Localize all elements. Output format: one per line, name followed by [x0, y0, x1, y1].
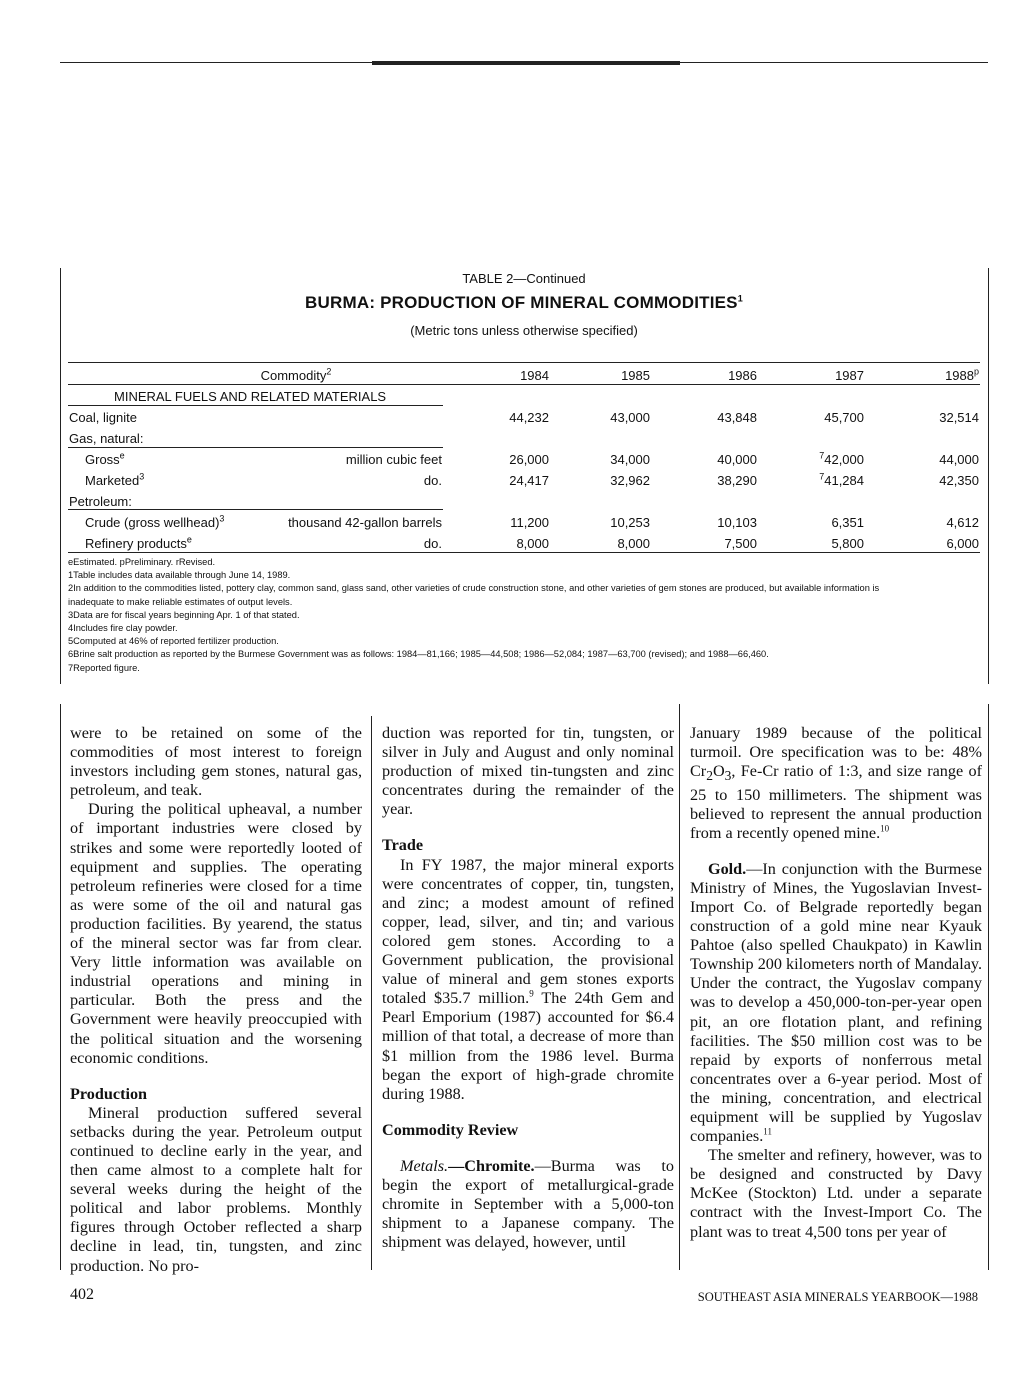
cell-value: 6,000 — [946, 536, 979, 551]
paragraph: duction was reported for tin, tungsten, or silver in July and August and only nominal production of mixed tin-tungsten and zinc concentrates during the remainder of the year. — [382, 724, 674, 819]
row-label: Gross$^e$ million cubic feet — [85, 450, 442, 467]
heading-trade: Trade — [382, 836, 424, 855]
column-rule — [371, 716, 372, 1270]
table-row — [68, 407, 980, 428]
cell-value: 10,103 — [717, 515, 757, 530]
cell-value: 10,253 — [610, 515, 650, 530]
text-column-1 — [70, 724, 362, 1276]
section-label: MINERAL FUELS AND RELATED MATERIALS — [114, 389, 387, 404]
year-header: 1988$^p$ — [945, 366, 979, 383]
paragraph: Gold.—In conjunction with the Burmese Ministry of Mines, the Yugoslavian Invest-Import Co. of Belgrade reportedly began construction of a gold mine near Kyauk Pahtoe (also spelled Chaukpato) in Kawlin Township 200 kilometers north of Mandalay. Under the contract, the Yugoslav company was to develop a 450,000-ton-per-year open pit, an ore flotation plant, and refining facilities. The $50 million cost was to be repaid by exports of nonferrous metal concentrates over a 6-year period. Most of the mining, concentration, and electrical equipment will be supplied by Yugoslav companies.$^{11}$ — [690, 859, 982, 1146]
footnote: 7Reported figure. — [68, 662, 140, 673]
cell-value: 44,000 — [939, 452, 979, 467]
running-title: SOUTHEAST ASIA MINERALS YEARBOOK—1988 — [697, 1290, 978, 1304]
paragraph: were to be retained on some of the commodities of most interest to foreign investors including gem stones, natural gas, petroleum, and teak. — [70, 724, 362, 800]
footnote-legend: eEstimated. pPreliminary. rRevised. — [68, 557, 216, 567]
cell-value: 32,962 — [610, 473, 650, 488]
cell-value: 42,350 — [939, 473, 979, 488]
heading-commodity-review: Commodity Review — [382, 1120, 519, 1139]
footnote: 6Brine salt production as reported by the Burmese Government was as follows: 1984—81,166; 1985—44,508; 1986—52,084; 1987—63,700 (revised); and 1988—66,460. — [68, 649, 769, 660]
commodity-header: Commodity$^2$ — [260, 366, 332, 383]
paragraph: Metals.—Chromite.—Burma was to begin the export of metallurgical-grade chromite in September with a 5,000-ton shipment to a Japanese company. The shipment was delayed, however, until — [382, 1156, 674, 1252]
cell-value: 24,417 — [509, 473, 549, 488]
paragraph: During the political upheaval, a number of important industries were closed by strikes and some were reportedly looted of equipment and supplies. The operating petroleum refineries were closed for a time as were some of the oil and natural gas production facilities. By yearend, the status of the mineral sector was far from clear. Very little information was available on industrial operations and mining in particular. Both the press and the Government were heavily preoccupied with the political situation and the worsening economic conditions. — [70, 800, 362, 1067]
table-row — [68, 470, 980, 491]
cell-value: $^7$42,000 — [819, 450, 864, 467]
paragraph: Mineral production suffered several setbacks during the year. Petroleum output continued to decline early in the year, and then came almost to a complete halt for several weeks during the height of the political and labor problems. Monthly figures through October reflected a sharp decline in lead, tin, tungsten, and zinc production. No pro- — [70, 1103, 362, 1275]
text-column-3 — [690, 724, 982, 1242]
year-header: 1986 — [728, 368, 757, 383]
production-table — [68, 365, 980, 554]
cell-value: 26,000 — [509, 452, 549, 467]
cell-value: 43,000 — [610, 410, 650, 425]
table-caption: TABLE 2—Continued — [462, 271, 586, 286]
cell-value: $^7$41,284 — [819, 471, 864, 488]
cell-value: 5,800 — [831, 536, 864, 551]
table-row — [68, 491, 980, 512]
cell-value: 43,848 — [717, 410, 757, 425]
cell-value: 40,000 — [717, 452, 757, 467]
paragraph: January 1989 because of the political turmoil. Ore specification was to be: 48% $Cr_2O_3$, Fe-Cr ratio of 1:3, and size range of 25 to 150 millimeters. The shipment was believed to represent the annual production from a recently opened mine.$^{10}$ — [690, 724, 982, 842]
paragraph: The smelter and refinery, however, was to be designed and constructed by Davy McKee (Stockton) Ltd. under a separate contract with the Invest-Import Co. The plant was to treat 4,500 tons per year of — [690, 1146, 982, 1241]
row-label: Coal, lignite — [69, 410, 137, 425]
cell-value: 38,290 — [717, 473, 757, 488]
row-label: Refinery products$^e$ do. — [85, 534, 442, 551]
cell-value: 6,351 — [831, 515, 864, 530]
year-header: 1987 — [835, 368, 864, 383]
footnote: 5Computed at 46% of reported fertilizer production. — [68, 636, 279, 647]
row-label: Gas, natural: — [69, 431, 144, 446]
footnote: 1Table includes data available through June 14, 1989. — [68, 570, 291, 581]
column-rule-right — [988, 704, 989, 1270]
year-header: 1985 — [621, 368, 650, 383]
paragraph: In FY 1987, the major mineral exports were concentrates of copper, tin, tungsten, and zinc; a modest amount of refined copper, lead, silver, and tin; and various colored gem stones. According to a Government publication, the provisional value of mineral and gem stones exports totaled $35.7 million.$^9$ The 24th Gem and Pearl Emporium (1987) accounted for $6.4 million of that total, a decrease of more than $1 million from the 1986 level. Burma began the export of high-grade chromite during 1988. — [382, 855, 674, 1103]
column-rule — [679, 704, 680, 1270]
row-label: Marketed$^3$ do. — [85, 471, 442, 488]
table-row — [68, 512, 980, 533]
table-top-rule — [68, 362, 980, 363]
cell-value: 11,200 — [510, 515, 549, 530]
table-subtitle: (Metric tons unless otherwise specified) — [410, 323, 638, 338]
table-row — [68, 533, 980, 554]
frame-right-rule — [988, 268, 989, 684]
footnote: 3Data are for fiscal years beginning Apr. 1 of that stated. — [68, 609, 300, 620]
cell-value: 44,232 — [509, 410, 549, 425]
row-label: Crude (gross wellhead)$^3$ thousand 42-gallon barrels — [85, 513, 442, 530]
table-header-row — [68, 365, 980, 386]
table-title: BURMA: PRODUCTION OF MINERAL COMMODITIES$^1$ — [305, 293, 743, 312]
footnote: inadequate to make reliable estimates of output levels. — [68, 596, 293, 607]
page-number: 402 — [70, 1286, 94, 1303]
row-label: Petroleum: — [69, 494, 132, 509]
footnote: 4Includes fire clay powder. — [68, 623, 178, 634]
heading-production: Production — [70, 1084, 148, 1103]
table-row — [68, 449, 980, 470]
footnote: 2In addition to the commodities listed, pottery clay, common sand, glass sand, other varieties of crude construction stone, and other varieties of gem stones are produced, but available information is — [68, 583, 880, 594]
cell-value: 32,514 — [939, 410, 979, 425]
cell-value: 4,612 — [946, 515, 979, 530]
section-row — [68, 386, 980, 407]
table-footnotes — [68, 556, 980, 675]
table-row — [68, 428, 980, 449]
cell-value: 34,000 — [610, 452, 650, 467]
column-rule-left — [60, 704, 61, 1270]
text-column-2 — [382, 724, 674, 1252]
cell-value: 8,000 — [516, 536, 549, 551]
year-header: 1984 — [520, 368, 549, 383]
cell-value: 45,700 — [824, 410, 864, 425]
cell-value: 7,500 — [724, 536, 757, 551]
top-rule-thick — [372, 61, 680, 65]
cell-value: 8,000 — [617, 536, 650, 551]
